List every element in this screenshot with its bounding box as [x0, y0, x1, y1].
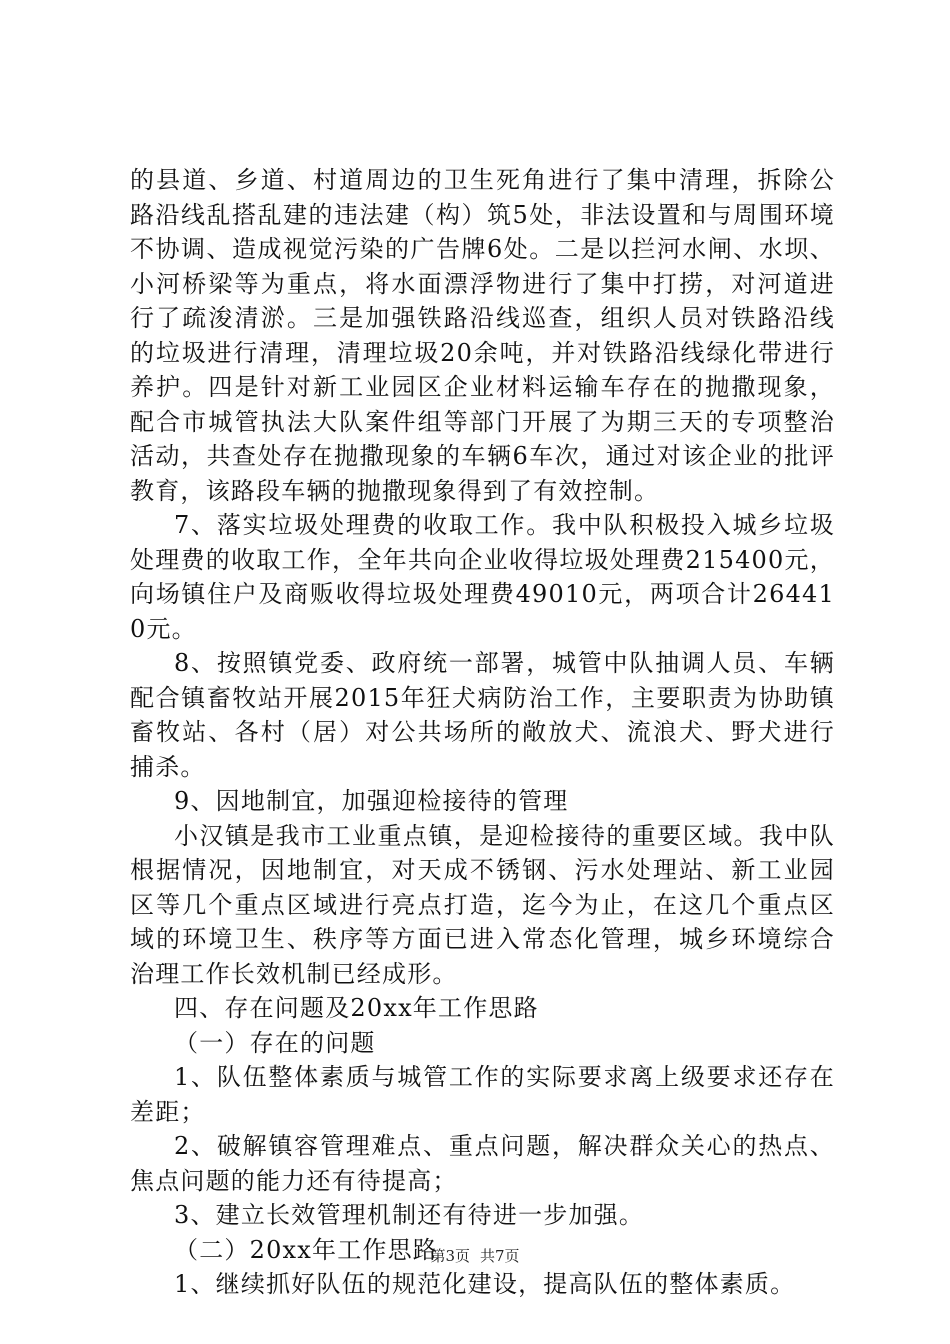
paragraph-continuation: 的县道、乡道、村道周边的卫生死角进行了集中清理，拆除公路沿线乱搭乱建的违法建（构）筑5处，非法设置和与周围环境不协调、造成视觉污染的广告牌6处。二是以拦河水闸、水坝、小河桥梁等为重点，将水面漂浮物进行了集中打捞，对河道进行了疏浚清淤。三是加强铁路沿线巡查，组织人员对铁路沿线的垃圾进行清理，清理垃圾20余吨，并对铁路沿线绿化带进行养护。四是针对新工业园区企业材料运输车存在的抛撒现象，配合市城管执法大队案件组等部门开展了为期三天的专项整治活动，共查处存在抛撒现象的车辆6车次，通过对该企业的批评教育，该路段车辆的抛撒现象得到了有效控制。 [130, 166, 835, 505]
problem-item-2: 2、破解镇容管理难点、重点问题，解决群众关心的热点、焦点问题的能力还有待提高； [130, 1132, 835, 1195]
problem-item-1: 1、队伍整体素质与城管工作的实际要求离上级要求还存在差距； [130, 1063, 835, 1126]
subsection-heading-1: （一）存在的问题 [174, 1028, 376, 1057]
problem-item-3: 3、建立长效管理机制还有待进一步加强。 [174, 1201, 645, 1229]
paragraph-item-9-body: 小汉镇是我市工业重点镇，是迎检接待的重要区域。我中队根据情况，因地制宜，对天成不锈钢、污水处理站、新工业园区等几个重点区域进行亮点打造，迄今为止，在这几个重点区域的环境卫生、秩序等方面已进入常态化管理，城乡环境综合治理工作长效机制已经成形。 [130, 821, 835, 988]
paragraph-item-7: 7、落实垃圾处理费的收取工作。我中队积极投入城乡垃圾处理费的收取工作，全年共向企业收得垃圾处理费215400元，向场镇住户及商贩收得垃圾处理费49010元，两项合计264410元。 [130, 511, 835, 643]
page-total: 共7页 [480, 1247, 520, 1265]
paragraph-item-8: 8、按照镇党委、政府统一部署，城管中队抽调人员、车辆配合镇畜牧站开展2015年狂犬病防治工作，主要职责为协助镇畜牧站、各村（居）对公共场所的敞放犬、流浪犬、野犬进行捕杀。 [130, 649, 835, 781]
page-footer [0, 1246, 950, 1266]
subsection-heading-2: （二）20xx年工作思路 [174, 1235, 439, 1264]
document-body [130, 163, 835, 1302]
section-heading-4: 四、存在问题及20xx年工作思路 [174, 994, 539, 1022]
page-number: 第3页 [430, 1247, 470, 1265]
paragraph-item-9-heading: 9、因地制宜，加强迎检接待的管理 [174, 787, 569, 815]
plan-item-1: 1、继续抓好队伍的规范化建设，提高队伍的整体素质。 [174, 1270, 796, 1298]
